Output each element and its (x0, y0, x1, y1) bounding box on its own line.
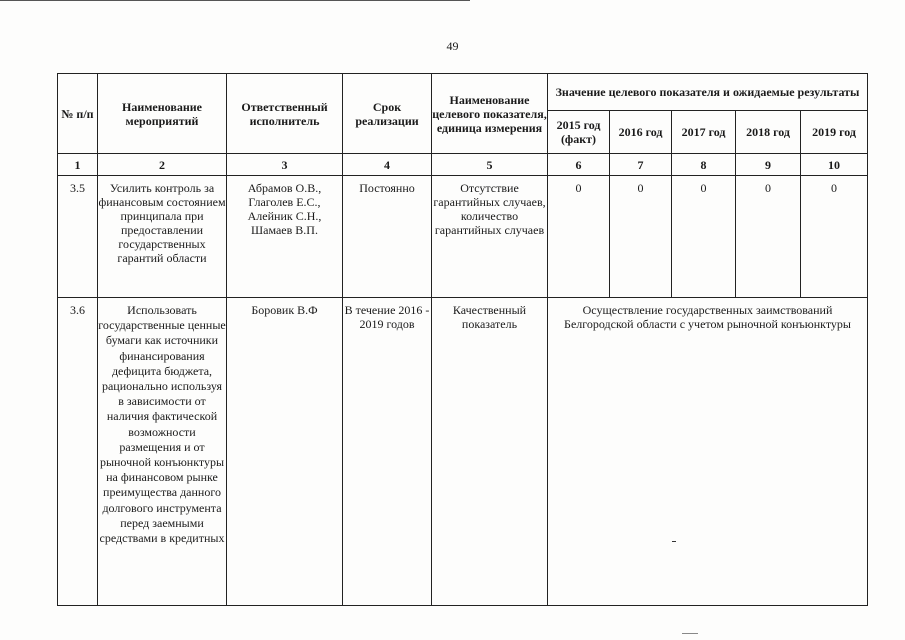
col-header-year-2017: 2017 год (672, 111, 736, 154)
col-header-responsible: Ответственный исполнитель (227, 74, 343, 154)
column-number: 6 (548, 154, 610, 176)
row-number: 3.5 (58, 176, 98, 298)
value-cell: 0 (736, 176, 801, 298)
column-number: 3 (227, 154, 343, 176)
indicator-cell: Отсутствие гарантийных случаев, количество гарантийных случаев (432, 176, 548, 298)
column-number: 4 (343, 154, 432, 176)
event-cell: Использовать государственные ценные бумаги как источники финансирования дефицита бюджета, рационально используя в зависимости от наличия фактической возможности размещения и от рыночной конъюнктуры на финансовом рынке преимущества данного долгового инструмента перед заемными средствами в кредитных (98, 298, 227, 606)
header-row (58, 74, 868, 111)
indicator-cell: Качественный показатель (432, 298, 548, 606)
column-number: 9 (736, 154, 801, 176)
deadline-cell: Постоянно (343, 176, 432, 298)
value-cell: 0 (801, 176, 868, 298)
column-number: 7 (610, 154, 672, 176)
deadline-cell: В течение 2016 - 2019 годов (343, 298, 432, 606)
column-number: 10 (801, 154, 868, 176)
scan-mark (682, 633, 698, 634)
col-header-target-values: Значение целевого показателя и ожидаемые результаты (548, 74, 868, 111)
scan-edge-line (0, 0, 470, 1)
table-row (58, 298, 868, 606)
value-cell: 0 (610, 176, 672, 298)
col-header-year-2016: 2016 год (610, 111, 672, 154)
measures-table (57, 73, 868, 606)
responsible-cell: Боровик В.Ф (227, 298, 343, 606)
value-cell: 0 (672, 176, 736, 298)
column-number: 2 (98, 154, 227, 176)
column-number: 8 (672, 154, 736, 176)
scan-speck (672, 541, 676, 542)
col-header-num: № п/п (58, 74, 98, 154)
row-number: 3.6 (58, 298, 98, 606)
col-header-year-2018: 2018 год (736, 111, 801, 154)
event-cell: Усилить контроль за финансовым состоянием принципала при предоставлении государственных гарантий области (98, 176, 227, 298)
column-number: 1 (58, 154, 98, 176)
col-header-deadline: Срок реализации (343, 74, 432, 154)
page-number: 49 (446, 39, 459, 53)
responsible-cell: Абрамов О.В., Глаголев Е.С., Алейник С.Н., Шамаев В.П. (227, 176, 343, 298)
column-numbers-row (58, 154, 868, 176)
col-header-indicator: Наименование целевого показателя, единица измерения (432, 74, 548, 154)
value-cell: 0 (548, 176, 610, 298)
col-header-year-2015: 2015 год (факт) (548, 111, 610, 154)
merged-result-cell: Осуществление государственных заимствований Белгородской области с учетом рыночной конъюнктуры (548, 298, 868, 606)
column-number: 5 (432, 154, 548, 176)
col-header-event: Наименование мероприятий (98, 74, 227, 154)
col-header-year-2019: 2019 год (801, 111, 868, 154)
table-row (58, 176, 868, 298)
